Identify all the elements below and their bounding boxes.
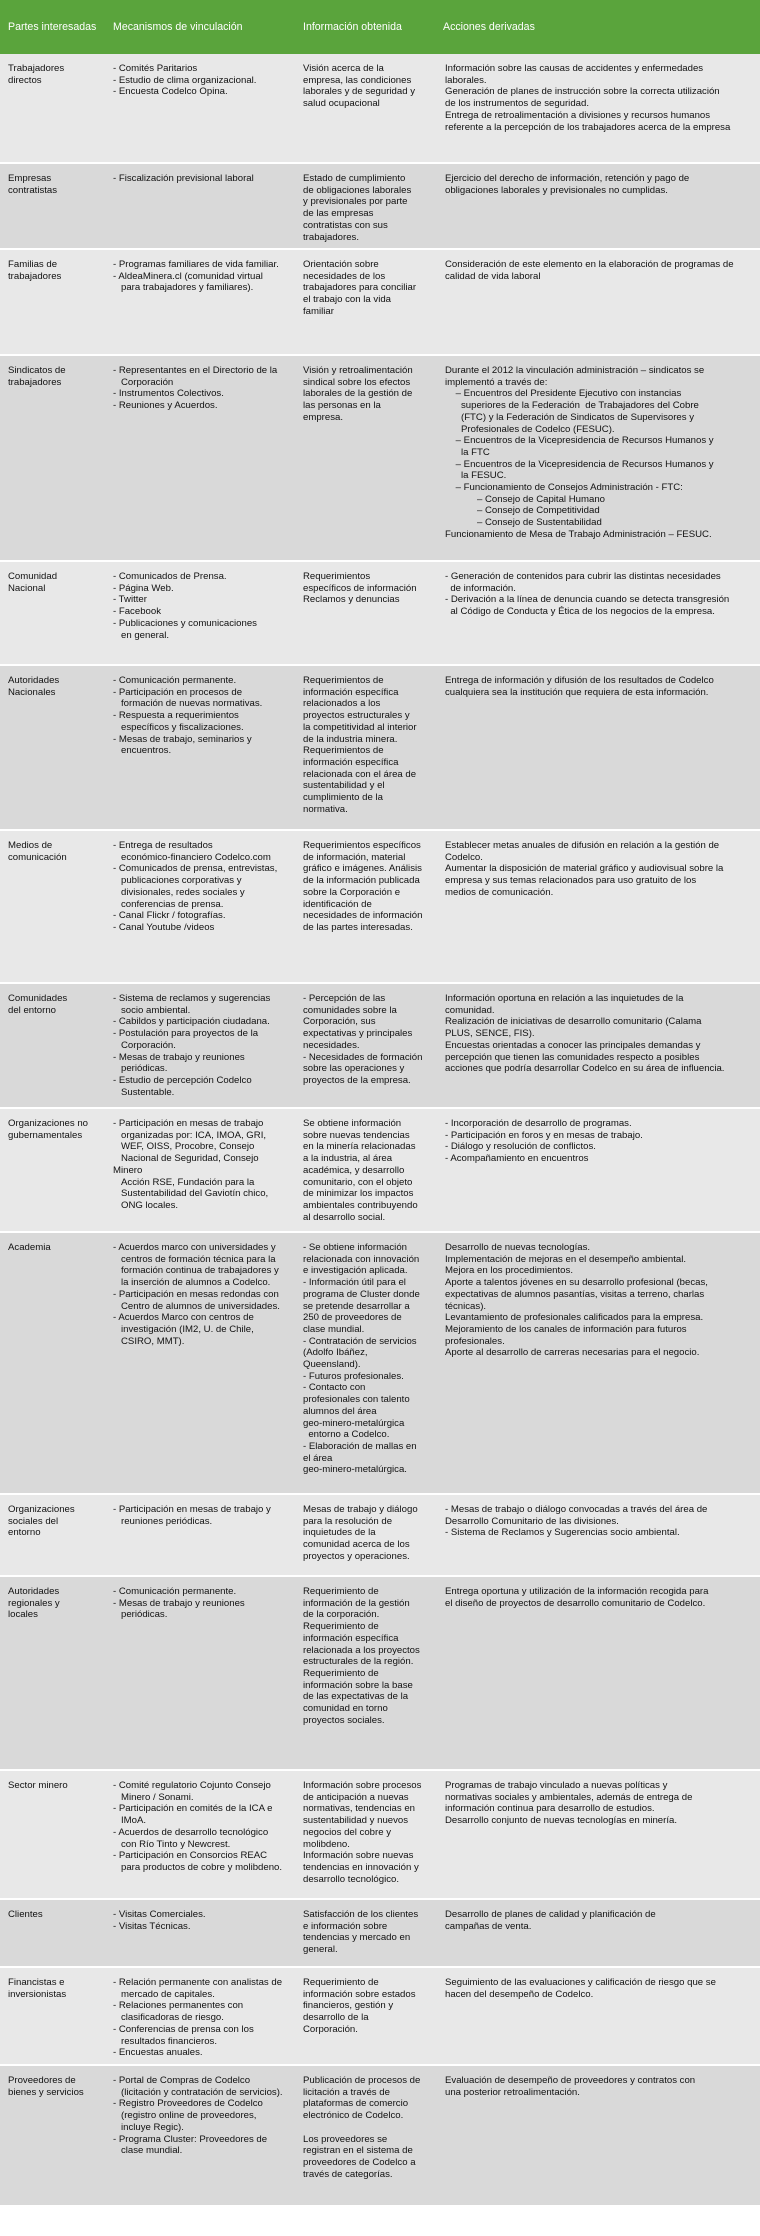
information-cell bbox=[295, 983, 435, 1108]
party-text: Familias de trabajadores bbox=[8, 259, 62, 282]
table-row bbox=[0, 1899, 760, 1967]
actions-text: Información oportuna en relación a las inquietudes de la comunidad. Realización de iniciativas de desarrollo comunitario (Calama PLUS, SENCE, FIS). Encuestas orientadas a conocer las principales demandas y percepción que tienen las comunidades respecto a posibles acciones que podría desarrollar Codelco en su área de influencia. bbox=[445, 993, 725, 1075]
table-row bbox=[0, 1232, 760, 1494]
information-text: Requerimiento de información de la gestión de la corporación. Requerimiento de información específica relacionada a los proyectos estructurales de la región. Requerimiento de información sobre la base de las expectativas de la comunidad en torno proyectos sociales. bbox=[303, 1586, 420, 1726]
information-cell bbox=[295, 561, 435, 665]
information-cell bbox=[295, 830, 435, 983]
table-row bbox=[0, 983, 760, 1108]
actions-cell bbox=[435, 830, 760, 983]
party-cell bbox=[0, 249, 105, 355]
table-row bbox=[0, 561, 760, 665]
actions-text: Ejercicio del derecho de información, retención y pago de obligaciones laborales y previsionales no cumplidas. bbox=[445, 173, 690, 196]
information-cell bbox=[295, 1108, 435, 1232]
information-cell bbox=[295, 1494, 435, 1576]
actions-cell bbox=[435, 54, 760, 163]
party-text: Autoridades Nacionales bbox=[8, 675, 60, 698]
table-row bbox=[0, 1494, 760, 1576]
information-cell bbox=[295, 2065, 435, 2205]
actions-text: Información sobre las causas de accidentes y enfermedades laborales. Generación de planes de instrucción sobre la correcta utilización de los instrumentos de seguridad. Entrega de retroalimentación a divisiones y recursos humanos referente a la percepción de los trabajadores acerca de la empresa bbox=[445, 63, 731, 133]
party-text: Financistas e inversionistas bbox=[8, 1977, 67, 2000]
actions-cell bbox=[435, 665, 760, 830]
actions-cell bbox=[435, 1494, 760, 1576]
party-text: Empresas contratistas bbox=[8, 173, 58, 196]
mechanisms-text: - Participación en mesas de trabajo y reuniones periódicas. bbox=[113, 1504, 271, 1527]
table-row bbox=[0, 830, 760, 983]
information-cell bbox=[295, 163, 435, 249]
party-text: Sindicatos de trabajadores bbox=[8, 365, 66, 388]
actions-cell bbox=[435, 1108, 760, 1232]
party-cell bbox=[0, 1899, 105, 1967]
party-text: Proveedores de bienes y servicios bbox=[8, 2075, 84, 2098]
mechanisms-text: - Entrega de resultados económico-financiero Codelco.com - Comunicados de prensa, entrevistas, publicaciones corporativas y divisionales, redes sociales y conferencias de prensa. - Canal Flickr / fotografías. - Canal Youtube /videos bbox=[113, 840, 278, 933]
mechanisms-text: - Representantes en el Directorio de la Corporación - Instrumentos Colectivos. - Reuniones y Acuerdos. bbox=[113, 365, 278, 412]
actions-text: Entrega oportuna y utilización de la información recogida para el diseño de proyectos de desarrollo comunitario de Codelco. bbox=[445, 1586, 709, 1609]
information-cell bbox=[295, 1576, 435, 1770]
mechanisms-text: - Visitas Comerciales. - Visitas Técnicas. bbox=[113, 1909, 206, 1932]
party-text: Organizaciones sociales del entorno bbox=[8, 1504, 75, 1539]
information-cell bbox=[295, 1770, 435, 1899]
party-cell bbox=[0, 1232, 105, 1494]
header-mechanisms: Mecanismos de vinculación bbox=[105, 0, 295, 54]
actions-cell bbox=[435, 163, 760, 249]
table-row bbox=[0, 1770, 760, 1899]
information-text: Requerimiento de información sobre estados financieros, gestión y desarrollo de la Corporación. bbox=[303, 1977, 416, 2035]
party-text: Organizaciones no gubernamentales bbox=[8, 1118, 88, 1141]
actions-text: - Mesas de trabajo o diálogo convocadas a través del área de Desarrollo Comunitario de las divisiones. - Sistema de Reclamos y Sugerencias socio ambiental. bbox=[445, 1504, 708, 1539]
actions-text: - Generación de contenidos para cubrir las distintas necesidades de información. - Derivación a la línea de denuncia cuando se detecta transgresión al Código de Conducta y Ética de los negocios de la empresa. bbox=[445, 571, 730, 618]
mechanisms-cell bbox=[105, 249, 295, 355]
actions-text: Desarrollo de planes de calidad y planificación de campañas de venta. bbox=[445, 1909, 656, 1932]
information-cell bbox=[295, 1899, 435, 1967]
actions-text: - Incorporación de desarrollo de programas. - Participación en foros y en mesas de trabajo. - Diálogo y resolución de conflictos. - Acompañamiento en encuentros bbox=[445, 1118, 643, 1165]
party-cell bbox=[0, 1494, 105, 1576]
actions-text: Programas de trabajo vinculado a nuevas políticas y normativas sociales y ambientales, además de entrega de información continua para desarrollo de estudios. Desarrollo conjunto de nuevas tecnologías en minería. bbox=[445, 1780, 693, 1827]
information-text: - Percepción de las comunidades sobre la Corporación, sus expectativas y principales necesidades. - Necesidades de formación sobre las operaciones y proyectos de la empresa. bbox=[303, 993, 423, 1086]
party-text: Sector minero bbox=[8, 1780, 68, 1791]
information-text: Publicación de procesos de licitación a través de plataformas de comercio electrónico de Codelco. Los proveedores se registran en el sistema de proveedores de Codelco a través de categorías. bbox=[303, 2075, 421, 2180]
information-text: Información sobre procesos de anticipación a nuevas normativas, tendencias en sustentabilidad y nuevos negocios del cobre y molibdeno. Información sobre nuevas tendencias en innovación y desarrollo tecnológico. bbox=[303, 1780, 422, 1885]
information-text: Requerimientos específicos de información, material gráfico e imágenes. Análisis de la información publicada sobre la Corporación e identificación de necesidades de información de las partes interesadas. bbox=[303, 840, 423, 933]
actions-text: Entrega de información y difusión de los resultados de Codelco cualquiera sea la institución que requiera de esta información. bbox=[445, 675, 714, 698]
information-text: Estado de cumplimiento de obligaciones laborales y previsionales por parte de las empresas contratistas con sus trabajadores. bbox=[303, 173, 412, 243]
table-row bbox=[0, 355, 760, 561]
table-row bbox=[0, 1108, 760, 1232]
actions-cell bbox=[435, 1232, 760, 1494]
table-header-row bbox=[0, 0, 760, 54]
mechanisms-cell bbox=[105, 561, 295, 665]
table-row bbox=[0, 249, 760, 355]
actions-text: Establecer metas anuales de difusión en relación a la gestión de Codelco. Aumentar la disposición de material gráfico y audiovisual sobre la empresa y sus temas relacionados para uso gratuito de los medios de comunicación. bbox=[445, 840, 724, 898]
mechanisms-text: - Sistema de reclamos y sugerencias socio ambiental. - Cabildos y participación ciudadana. - Postulación para proyectos de la Corporación. - Mesas de trabajo y reuniones periódicas. - Estudio de percepción Codelco Sustentable. bbox=[113, 993, 271, 1098]
party-text: Academia bbox=[8, 1242, 51, 1253]
mechanisms-text: - Acuerdos marco con universidades y centros de formación técnica para la formación continua de trabajadores y la inserción de alumnos a Codelco. - Participación en mesas redondas con Centro de alumnos de universidades. - Acuerdos Marco con centros de investigación (IM2, U. de Chile, CSIRO, MMT). bbox=[113, 1242, 280, 1347]
mechanisms-text: - Comités Paritarios - Estudio de clima organizacional. - Encuesta Codelco Opina. bbox=[113, 63, 257, 98]
table-row bbox=[0, 163, 760, 249]
information-text: Se obtiene información sobre nuevas tendencias en la minería relacionadas a la industria, al área académica, y desarrollo comunitario, con el objeto de minimizar los impactos ambientales contribuyendo al desarrollo social. bbox=[303, 1118, 418, 1223]
party-cell bbox=[0, 54, 105, 163]
party-cell bbox=[0, 665, 105, 830]
party-cell bbox=[0, 1770, 105, 1899]
actions-cell bbox=[435, 983, 760, 1108]
mechanisms-text: - Comunicación permanente. - Participación en procesos de formación de nuevas normativas. - Respuesta a requerimientos específicos y fiscalizaciones. - Mesas de trabajo, seminarios y encuentros. bbox=[113, 675, 263, 757]
table-row bbox=[0, 1576, 760, 1770]
mechanisms-cell bbox=[105, 1576, 295, 1770]
mechanisms-cell bbox=[105, 1967, 295, 2065]
mechanisms-cell bbox=[105, 1108, 295, 1232]
mechanisms-text: - Relación permanente con analistas de mercado de capitales. - Relaciones permanentes con clasificadoras de riesgo. - Conferencias de prensa con los resultados financieros. - Encuestas anuales. bbox=[113, 1977, 283, 2059]
information-text: Requerimientos de información específica relacionados a los proyectos estructurales y la competitividad al interior de la industria minera. Requerimientos de información específica relacionada con el área de sustentabilidad y el cumplimiento de la normativa. bbox=[303, 675, 417, 815]
information-text: Satisfacción de los clientes e información sobre tendencias y mercado en general. bbox=[303, 1909, 419, 1956]
party-cell bbox=[0, 1967, 105, 2065]
actions-cell bbox=[435, 249, 760, 355]
information-cell bbox=[295, 1232, 435, 1494]
party-text: Trabajadores directos bbox=[8, 63, 65, 86]
party-cell bbox=[0, 830, 105, 983]
header-parties: Partes interesadas bbox=[0, 0, 105, 54]
mechanisms-cell bbox=[105, 830, 295, 983]
mechanisms-cell bbox=[105, 1899, 295, 1967]
information-cell bbox=[295, 1967, 435, 2065]
party-text: Autoridades regionales y locales bbox=[8, 1586, 60, 1621]
table-row bbox=[0, 1967, 760, 2065]
party-cell bbox=[0, 1108, 105, 1232]
mechanisms-cell bbox=[105, 54, 295, 163]
actions-text: Desarrollo de nuevas tecnologías. Implementación de mejoras en el desempeño ambiental. Mejora en los procedimientos. Aporte a talentos jóvenes en su desarrollo profesional (becas, expectativas de alumnos pasantías, visitas a terreno, charlas técnicas). Levantamiento de profesionales calificados para la empresa. Mejoramiento de los canales de información para futuros profesionales. Aporte al desarrollo de carreras necesarias para el negocio. bbox=[445, 1242, 708, 1359]
party-cell bbox=[0, 163, 105, 249]
mechanisms-cell bbox=[105, 1770, 295, 1899]
actions-cell bbox=[435, 1899, 760, 1967]
table-row bbox=[0, 665, 760, 830]
mechanisms-cell bbox=[105, 1494, 295, 1576]
information-text: Requerimientos específicos de información Reclamos y denuncias bbox=[303, 571, 417, 606]
mechanisms-text: - Comité regulatorio Cojunto Consejo Minero / Sonami. - Participación en comités de la ICA e IMoA. - Acuerdos de desarrollo tecnológico con Río Tinto y Newcrest. - Participación en Consorcios REAC para productos de cobre y molibdeno. bbox=[113, 1780, 283, 1873]
mechanisms-cell bbox=[105, 1232, 295, 1494]
actions-text: Consideración de este elemento en la elaboración de programas de calidad de vida laboral bbox=[445, 259, 734, 282]
party-cell bbox=[0, 1576, 105, 1770]
information-text: - Se obtiene información relacionada con innovación e investigación aplicada. - Información útil para el programa de Cluster donde se pretende desarrollar a 250 de proveedores de clase mundial. - Contratación de servicios (Adolfo Ibáñez, Queensland). - Futuros profesionales. - Contacto con profesionales con talento alumnos del área geo-minero-metalúrgica entorno a Codelco. - Elaboración de mallas en el área geo-minero-metalúrgica. bbox=[303, 1242, 420, 1476]
mechanisms-text: - Participación en mesas de trabajo organizadas por: ICA, IMOA, GRI, WEF, OISS, Procobre, Consejo Nacional de Seguridad, Consejo Minero Acción RSE, Fundación para la Sustentabilidad del Gaviotín chico, ONG locales. bbox=[113, 1118, 269, 1211]
mechanisms-cell bbox=[105, 163, 295, 249]
information-cell bbox=[295, 54, 435, 163]
party-text: Comunidades del entorno bbox=[8, 993, 68, 1016]
information-cell bbox=[295, 665, 435, 830]
information-cell bbox=[295, 355, 435, 561]
party-cell bbox=[0, 561, 105, 665]
party-cell bbox=[0, 355, 105, 561]
actions-text: Durante el 2012 la vinculación administración – sindicatos se implementó a través de: – Encuentros del Presidente Ejecutivo con instancias superiores de la Federación de Trabajadores del Cobre (FTC) y la Federación de Sindicatos de Supervisores y Profesionales de Codelco (FESUC). – Encuentros de la Vicepresidencia de Recursos Humanos y la FTC – Encuentros de la Vicepresidencia de Recursos Humanos y la FESUC. – Funcionamiento de Consejos Administración - FTC: – Consejo de Capital Humano – Consejo de Competitividad – Consejo de Sustentabilidad Funcionamiento de Mesa de Trabajo Administración – FESUC. bbox=[445, 365, 714, 540]
mechanisms-cell bbox=[105, 983, 295, 1108]
mechanisms-text: - Portal de Compras de Codelco (licitación y contratación de servicios). - Registro Proveedores de Codelco (registro online de proveedores, incluye Regic). - Programa Cluster: Proveedores de clase mundial. bbox=[113, 2075, 283, 2157]
actions-cell bbox=[435, 2065, 760, 2205]
actions-cell bbox=[435, 561, 760, 665]
table-row bbox=[0, 2065, 760, 2205]
party-cell bbox=[0, 2065, 105, 2205]
table-row bbox=[0, 54, 760, 163]
information-text: Orientación sobre necesidades de los trabajadores para conciliar el trabajo con la vida familiar bbox=[303, 259, 417, 317]
mechanisms-text: - Comunicación permanente. - Mesas de trabajo y reuniones periódicas. bbox=[113, 1586, 245, 1621]
party-text: Medios de comunicación bbox=[8, 840, 67, 863]
information-text: Visión y retroalimentación sindical sobre los efectos laborales de la gestión de las personas en la empresa. bbox=[303, 365, 413, 423]
header-actions: Acciones derivadas bbox=[435, 0, 760, 54]
mechanisms-text: - Comunicados de Prensa. - Página Web. - Twitter - Facebook - Publicaciones y comunicaciones en general. bbox=[113, 571, 257, 641]
party-cell bbox=[0, 983, 105, 1108]
actions-cell bbox=[435, 1967, 760, 2065]
header-information: Información obtenida bbox=[295, 0, 435, 54]
mechanisms-cell bbox=[105, 665, 295, 830]
actions-text: Evaluación de desempeño de proveedores y contratos con una posterior retroalimentación. bbox=[445, 2075, 696, 2098]
party-text: Comunidad Nacional bbox=[8, 571, 58, 594]
actions-text: Seguimiento de las evaluaciones y calificación de riesgo que se hacen del desempeño de Codelco. bbox=[445, 1977, 716, 2000]
actions-cell bbox=[435, 1576, 760, 1770]
mechanisms-text: - Programas familiares de vida familiar. - AldeaMinera.cl (comunidad virtual para trabajadores y familiares). bbox=[113, 259, 279, 294]
mechanisms-cell bbox=[105, 2065, 295, 2205]
mechanisms-cell bbox=[105, 355, 295, 561]
information-cell bbox=[295, 249, 435, 355]
mechanisms-text: - Fiscalización previsional laboral bbox=[113, 173, 254, 184]
party-text: Clientes bbox=[8, 1909, 43, 1920]
actions-cell bbox=[435, 1770, 760, 1899]
information-text: Visión acerca de la empresa, las condiciones laborales y de seguridad y salud ocupacional bbox=[303, 63, 415, 110]
information-text: Mesas de trabajo y diálogo para la resolución de inquietudes de la comunidad acerca de los proyectos y operaciones. bbox=[303, 1504, 418, 1562]
actions-cell bbox=[435, 355, 760, 561]
